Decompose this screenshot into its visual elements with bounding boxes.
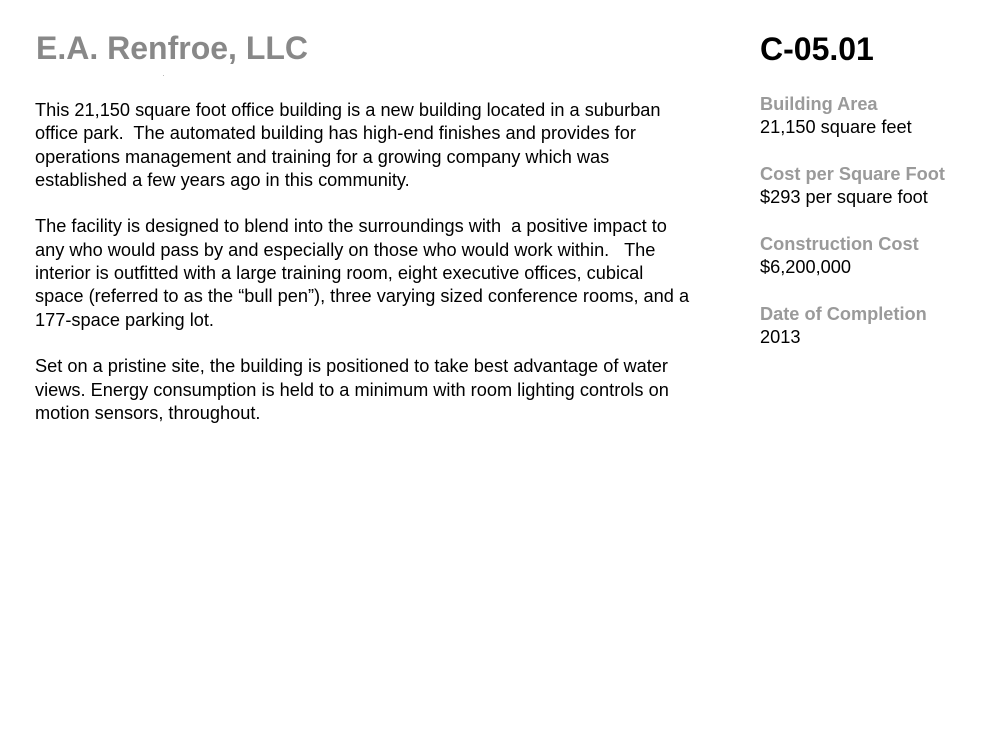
fact-label: Date of Completion (760, 304, 927, 324)
stray-dot (163, 75, 164, 76)
fact-label: Building Area (760, 94, 878, 114)
fact-label: Construction Cost (760, 234, 919, 254)
fact-value: 2013 (760, 327, 801, 347)
fact-cost-per-square-foot (760, 163, 995, 209)
description-paragraph-1: This 21,150 square foot office building is a new building located in a suburban office park. The automated building has high-end finishes and provides for operations management and training for a growing company which was established a few years ago in this community. (35, 100, 666, 190)
description-paragraph-2: The facility is designed to blend into the surroundings with a positive impact to any who would pass by and especially on those who would work within. The interior is outfitted with a large training room, eight executive offices, cubical space (referred to as the “bull pen”), three varying sized conference rooms, and a 177-space parking lot. (35, 216, 695, 330)
fact-building-area (760, 93, 995, 139)
fact-value: 21,150 square feet (760, 117, 912, 137)
fact-date-of-completion (760, 303, 995, 349)
sheet-id: C-05.01 (760, 31, 874, 67)
fact-value: $6,200,000 (760, 257, 852, 277)
description-paragraph-3: Set on a pristine site, the building is positioned to take best advantage of water views. Energy consumption is held to a minimum with room lighting controls on motion sensors, throughout. (35, 356, 674, 423)
fact-value: $293 per square foot (760, 187, 928, 207)
company-title: E.A. Renfroe, LLC (36, 30, 309, 66)
project-description (35, 99, 695, 448)
fact-construction-cost (760, 233, 995, 279)
project-facts (760, 93, 995, 373)
fact-label: Cost per Square Foot (760, 164, 945, 184)
